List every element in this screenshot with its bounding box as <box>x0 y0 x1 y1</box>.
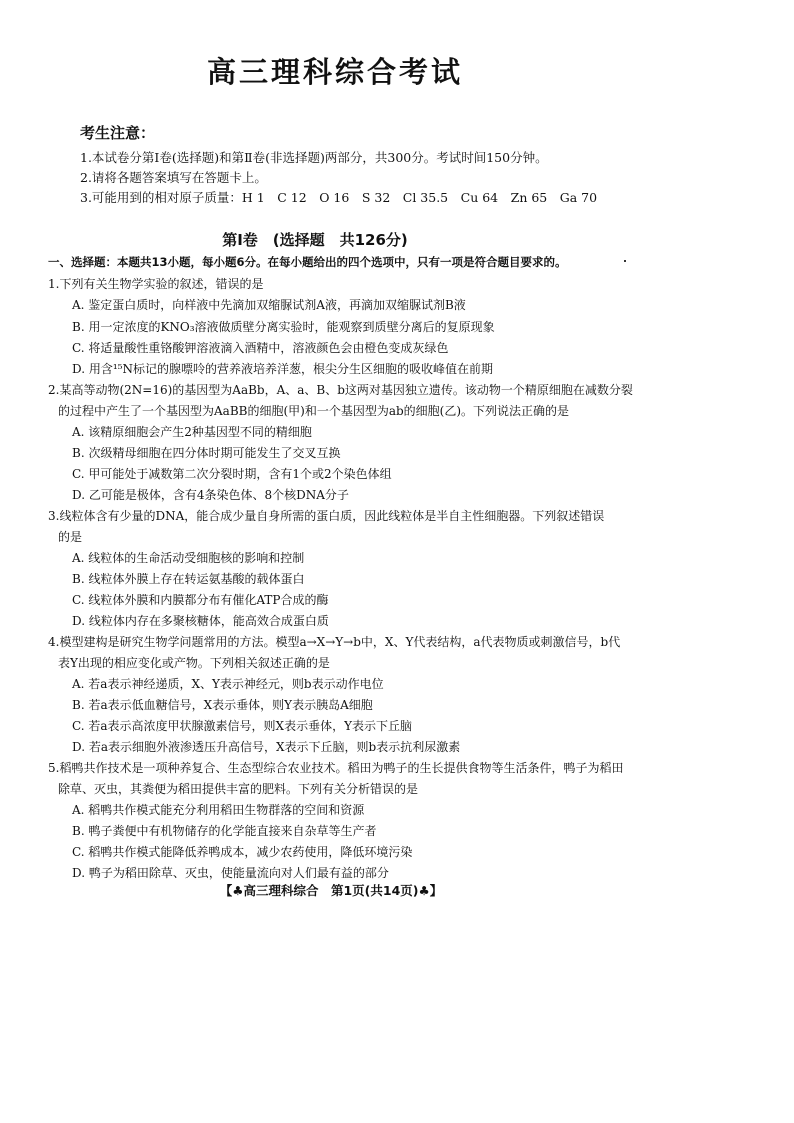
question-5-option-c: C. 稻鸭共作模式能降低养鸭成本，减少农药使用，降低环境污染 <box>72 845 413 859</box>
notice-line-2: 2.请将各题答案填写在答题卡上。 <box>80 170 267 185</box>
stray-dot <box>624 260 626 262</box>
question-5-option-b: B. 鸭子粪便中有机物储存的化学能直接来自杂草等生产者 <box>72 824 377 838</box>
notice-heading: 考生注意： <box>80 124 156 142</box>
question-4-option-b: B. 若a表示低血糖信号，X表示垂体，则Y表示胰岛A细胞 <box>72 698 373 712</box>
question-5-option-a: A. 稻鸭共作模式能充分利用稻田生物群落的空间和资源 <box>72 803 365 817</box>
question-2-option-d: D. 乙可能是极体，含有4条染色体、8个核DNA分子 <box>72 488 349 502</box>
question-5-stem-line-1: 5.稻鸭共作技术是一项种养复合、生态型综合农业技术。稻田为鸭子的生长提供食物等生活条件，鸭子为稻田 <box>48 761 624 775</box>
question-3-option-a: A. 线粒体的生命活动受细胞核的影响和控制 <box>72 551 305 565</box>
question-1-option-b: B. 用一定浓度的KNO₃溶液做质壁分离实验时，能观察到质壁分离后的复原现象 <box>72 320 495 334</box>
question-2-option-b: B. 次级精母细胞在四分体时期可能发生了交叉互换 <box>72 446 341 460</box>
question-4-option-c: C. 若a表示高浓度甲状腺激素信号，则X表示垂体，Y表示下丘脑 <box>72 719 413 733</box>
section-heading: 第Ⅰ卷 (选择题 共126分) <box>222 231 408 249</box>
question-2-option-a: A. 该精原细胞会产生2种基因型不同的精细胞 <box>72 425 312 439</box>
question-1-option-d: D. 用含¹⁵N标记的腺嘌呤的营养液培养洋葱，根尖分生区细胞的吸收峰值在前期 <box>72 362 493 376</box>
question-3-option-b: B. 线粒体外膜上存在转运氨基酸的载体蛋白 <box>72 572 305 586</box>
question-1-option-a: A. 鉴定蛋白质时，向样液中先滴加双缩脲试剂A液，再滴加双缩脲试剂B液 <box>72 298 466 312</box>
question-3-stem-line-1: 3.线粒体含有少量的DNA，能合成少量自身所需的蛋白质，因此线粒体是半自主性细胞器。下列叙述错误 <box>48 509 605 523</box>
question-4-option-a: A. 若a表示神经递质，X、Y表示神经元，则b表示动作电位 <box>72 677 384 691</box>
question-4-stem-line-2: 表Y出现的相应变化或产物。下列相关叙述正确的是 <box>58 656 330 670</box>
question-2-option-c: C. 甲可能处于减数第二次分裂时期，含有1个或2个染色体组 <box>72 467 392 481</box>
page-footer: 【♣高三理科综合 第1页(共14页)♣】 <box>219 883 443 898</box>
section-instruction: 一、选择题：本题共13小题，每小题6分。在每小题给出的四个选项中，只有一项是符合题目要求的。 <box>48 255 567 269</box>
question-5-option-d: D. 鸭子为稻田除草、灭虫，使能量流向对人们最有益的部分 <box>72 866 389 880</box>
question-3-option-d: D. 线粒体内存在多聚核糖体，能高效合成蛋白质 <box>72 614 329 628</box>
question-4-stem-line-1: 4.模型建构是研究生物学问题常用的方法。模型a→X→Y→b中，X、Y代表结构，a代表物质或刺激信号，b代 <box>48 635 621 649</box>
question-1-stem: 1.下列有关生物学实验的叙述，错误的是 <box>48 277 264 291</box>
notice-line-1: 1.本试卷分第Ⅰ卷(选择题)和第Ⅱ卷(非选择题)两部分，共300分。考试时间150分钟。 <box>80 150 548 165</box>
question-2-stem-line-1: 2.某高等动物(2N=16)的基因型为AaBb，A、a、B、b这两对基因独立遗传。该动物一个精原细胞在减数分裂 <box>48 383 633 397</box>
question-2-stem-line-2: 的过程中产生了一个基因型为AaBB的细胞(甲)和一个基因型为ab的细胞(乙)。下列说法正确的是 <box>58 404 570 418</box>
question-4-option-d: D. 若a表示细胞外液渗透压升高信号，X表示下丘脑，则b表示抗利尿激素 <box>72 740 461 754</box>
notice-line-3: 3.可能用到的相对原子质量：H 1 C 12 O 16 S 32 Cl 35.5 Cu 64 Zn 65 Ga 70 <box>80 190 598 205</box>
exam-title: 高三理科综合考试 <box>206 55 463 89</box>
question-3-option-c: C. 线粒体外膜和内膜都分布有催化ATP合成的酶 <box>72 593 329 607</box>
question-5-stem-line-2: 除草、灭虫，其粪便为稻田提供丰富的肥料。下列有关分析错误的是 <box>58 782 419 796</box>
question-1-option-c: C. 将适量酸性重铬酸钾溶液滴入酒精中，溶液颜色会由橙色变成灰绿色 <box>72 341 449 355</box>
question-3-stem-line-2: 的是 <box>58 530 83 544</box>
